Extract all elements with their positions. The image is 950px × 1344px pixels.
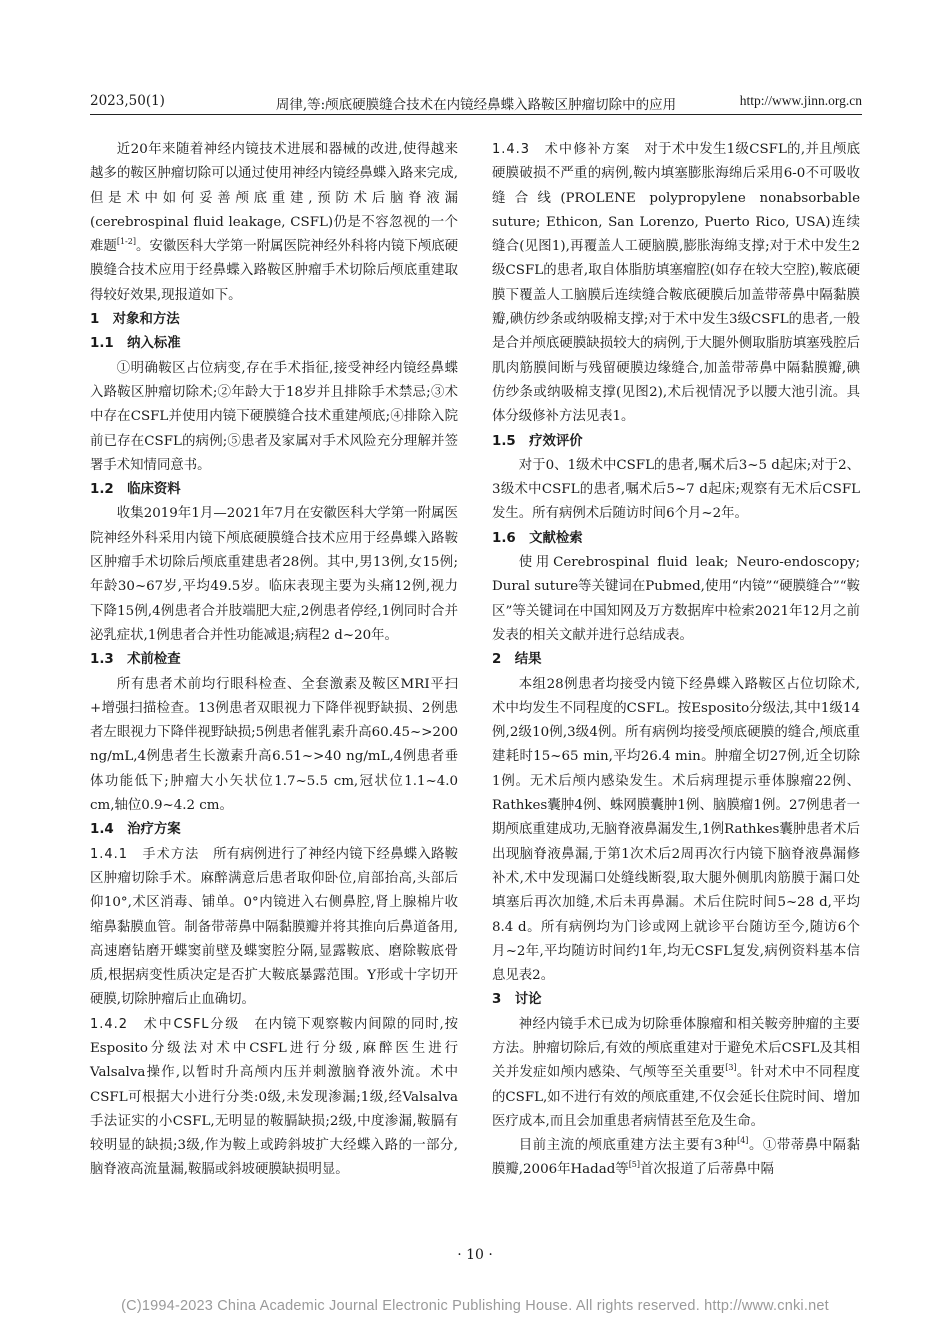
section-1-4-3-heading: 1.4.3 术中修补方案: [492, 142, 631, 157]
page-number: · 10 ·: [457, 1247, 493, 1263]
section-1-4-heading: 1.4 治疗方案: [90, 822, 181, 838]
running-header: [90, 88, 862, 114]
section-2-text: 本组28例患者均接受内镜下经鼻蝶入路鞍区占位切除术,术中均发生不同程度的CSFL。按Esposito分级法,其中1级14例,2级10例,3级4例。所有病例均接受颅底硬膜的缝合,颅底重建耗时15~65 min,平均26.4 min。肿瘤全切27例,近全切除1例。无术后颅内感染发生。术后病理提示垂体腺瘤22例、Rathkes囊肿4例、蛛网膜囊肿1例、脑膜瘤1例。27例患者一期颅底重建成功,无脑脊液鼻漏发生,1例Rathkes囊肿患者术后出现脑脊液鼻漏,于第1次术后2周再次行内镜下脑脊液鼻漏修补术,术中发现漏口处缝线断裂,取大腿外侧肌肉筋膜于漏口处填塞后再次加缝,术后未再鼻漏。术后住院时间5~28 d,平均8.4 d。所有病例均为门诊或网上就诊平台随访至今,随访6个月~2年,平均随访时间约1年,均无CSFL复发,病例资料基本信息见表2。: [492, 676, 860, 984]
section-1-4-1-heading: 1.4.1 手术方法: [90, 846, 200, 862]
section-1-2-heading: 1.2 临床资料: [90, 482, 181, 498]
section-1-1-text: ①明确鞍区占位病变,存在手术指征,接受神经内镜经鼻蝶入路鞍区肿瘤切除术;②年龄大于18岁并且排除手术禁忌;③术中存在CSFL并使用内镜下硬膜缝合技术重建颅底;④排除入院前已存在CSFL的病例;⑤患者及家属对手术风险充分理解并签署手术知情同意书。: [90, 360, 458, 473]
intro-paragraph: 近20年来随着神经内镜技术进展和器械的改进,使得越来越多的鞍区肿瘤切除可以通过使用神经内镜经鼻蝶入路来完成,但是术中如何妥善颅底重建,预防术后脑脊液漏(cerebrospinal fluid leakage, CSFL)仍是不容忽视的一个难题[1-2]。安徽医科大学第一附属医院神经外科将内镜下颅底硬膜缝合技术应用于经鼻蝶入路鞍区肿瘤手术切除后颅底重建取得较好效果,现报道如下。: [90, 142, 459, 303]
section-3-paragraph-2: 目前主流的颅底重建方法主要有3种[4]。①带蒂鼻中隔黏膜瓣,2006年Hadad等[5]首次报道了后蒂鼻中隔: [492, 1136, 860, 1178]
section-1-3-text: 所有患者术前均行眼科检查、全套激素及鞍区MRI平扫+增强扫描检查。13例患者双眼视力下降伴视野缺损、2例患者左眼视力下降伴视野缺损;5例患者催乳素升高60.45~>200 ng/mL,4例患者生长激素升高6.51~>40 ng/mL,4例患者垂体功能低下;肿瘤大小矢状位1.7~5.5 cm,冠状位1.1~4.0 cm,轴位0.9~4.2 cm。: [90, 676, 458, 814]
section-3-heading: 3 讨论: [492, 992, 542, 1008]
running-title: 周律,等:颅底硬膜缝合技术在内镜经鼻蝶入路鞍区肿瘤切除中的应用: [275, 97, 677, 113]
issue-number: 2023,50(1): [90, 93, 165, 109]
section-1-6-text: 使用Cerebrospinal fluid leak; Neuro-endoscopy; Dural suture等关键词在Pubmed,使用“内镜”“硬膜缝合”“鞍区”等关键词在中国知网及万方数据库中检索2021年12月之前发表的相关文献并进行总结成表。: [492, 555, 860, 643]
section-1-2-text: 收集2019年1月—2021年7月在安徽医科大学第一附属医院神经外科采用内镜下颅底硬膜缝合技术应用于经鼻蝶入路鞍区肿瘤手术切除后颅底重建患者28例。其中,男13例,女15例;年龄30~67岁,平均49.5岁。临床表现主要为头痛12例,视力下降15例,4例患者合并肢端肥大症,2例患者停经,1例同时合并泌乳症状,1例患者合并性功能减退;病程2 d~20年。: [90, 506, 458, 643]
journal-website: http://www.jinn.org.cn: [739, 93, 862, 108]
section-2-heading: 2 结果: [492, 652, 542, 668]
citation[interactable]: [1-2]: [116, 237, 136, 247]
citation[interactable]: [5]: [628, 1160, 641, 1170]
section-1-4-3: 1.4.3 术中修补方案 对于术中发生1级CSFL的,并且颅底硬膜破损不严重的病例,鞍内填塞膨胀海绵后采用6-0不可吸收缝合线(PROLENE polypropylene nonabsorbable suture; Ethicon, San Lorenzo, Puerto Rico, USA)连续缝合(见图1),再覆盖人工硬脑膜,膨胀海绵支撑;对于术中发生2级CSFL的患者,取自体脂肪填塞瘤腔(如存在较大空腔),鞍底硬膜下覆盖人工脑膜后连续缝合鞍底硬膜后加盖带蒂鼻中隔黏膜瓣,碘仿纱条或纳吸棉支撑;对于术中发生3级CSFL的患者,一般是合并颅底硬膜缺损较大的病例,于大腿外侧取脂肪填塞残腔后肌肉筋膜间断与残留硬膜边缘缝合,加盖带蒂鼻中隔黏膜瓣,碘仿纱条或纳吸棉支撑(见图2),术后视情况予以腰大池引流。具体分级修补方法见表1。: [492, 142, 860, 425]
section-1-5-heading: 1.5 疗效评价: [492, 433, 583, 449]
copyright-footer: (C)1994-2023 China Academic Journal Electronic Publishing House. All rights reserved. http://www.cnki.net: [121, 1298, 829, 1314]
section-1-4-2: 1.4.2 术中CSFL分级 在内镜下观察鞍内间隙的同时,按Esposito分级法对术中CSFL进行分级,麻醉医生进行Valsalva操作,以暂时升高颅内压并刺激脑脊液外流。术中CSFL可根据大小进行分类:0级,未发现渗漏;1级,经Valsalva手法证实的小CSFL,无明显的鞍膈缺损;2级,中度渗漏,鞍膈有较明显的缺损;3级,作为鞍上或跨斜坡扩大经蝶入路的一部分,脑脊液高流量漏,鞍膈或斜坡硬膜缺损明显。: [90, 1016, 458, 1178]
section-1-6-heading: 1.6 文献检索: [492, 530, 583, 546]
citation[interactable]: [4]: [737, 1136, 749, 1146]
citation[interactable]: [3]: [725, 1063, 737, 1073]
section-1-4-2-heading: 1.4.2 术中CSFL分级: [90, 1016, 241, 1032]
section-3-paragraph-1: 神经内镜手术已成为切除垂体腺瘤和相关鞍旁肿瘤的主要方法。肿瘤切除后,有效的颅底重建对于避免术后CSFL及其相关并发症如颅内感染、气颅等至关重要[3]。针对术中不同程度的CSFL,如不进行有效的颅底重建,不仅会延长住院时间、增加医疗成本,而且会加重患者病情甚至危及生命。: [492, 1016, 861, 1129]
section-1-4-1: 1.4.1 手术方法 所有病例进行了神经内镜下经鼻蝶入路鞍区肿瘤切除手术。麻醉满意后患者取仰卧位,肩部抬高,头部后仰10°,术区消毒、铺单。0°内镜进入右侧鼻腔,肾上腺棉片收缩鼻黏膜血管。制备带蒂鼻中隔黏膜瓣并将其推向后鼻道备用,高速磨钻磨开蝶窦前壁及蝶窦腔分隔,显露鞍底、磨除鞍底骨质,根据病变性质决定是否扩大鞍底暴露范围。Y形或十字切开硬膜,切除肿瘤后止血确切。: [90, 846, 459, 1008]
section-1-5-text: 对于0、1级术中CSFL的患者,嘱术后3~5 d起床;对于2、3级术中CSFL的患者,嘱术后5~7 d起床;观察有无术后CSFL发生。所有病例术后随访时间6个月~2年。: [492, 457, 860, 522]
section-1-3-heading: 1.3 术前检查: [90, 652, 181, 668]
left-column: [90, 138, 458, 1183]
section-1-1-heading: 1.1 纳入标准: [90, 336, 181, 352]
section-1-heading: 1 对象和方法: [90, 312, 180, 328]
header-rule: [90, 114, 862, 115]
right-column: [492, 138, 860, 1183]
